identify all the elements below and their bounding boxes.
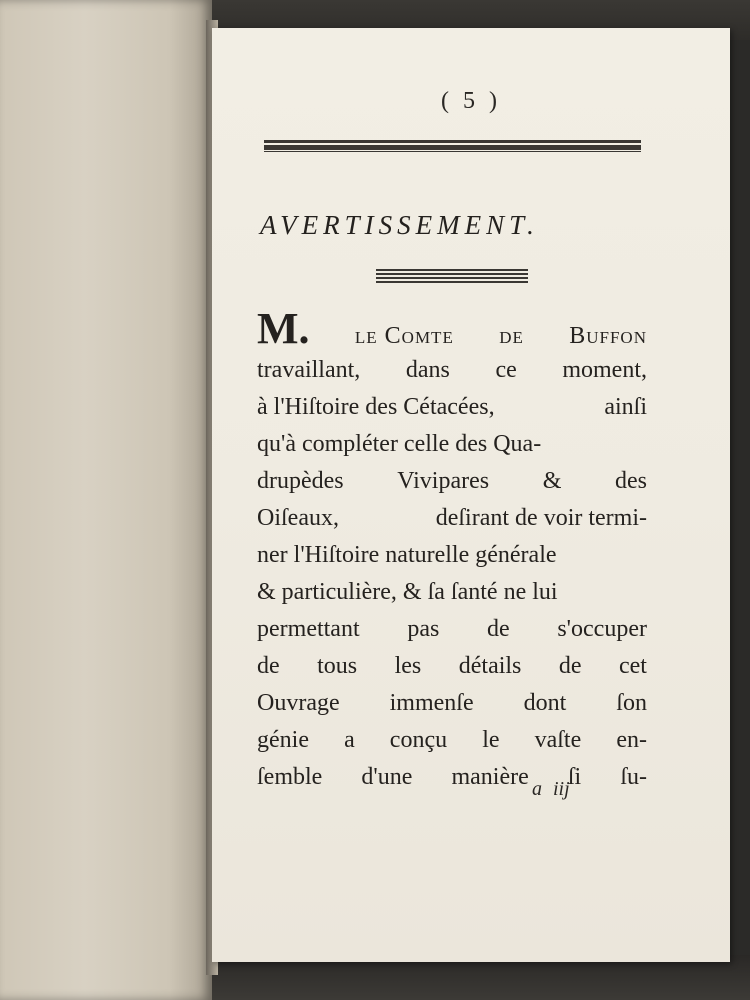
- body-line: génie a conçu le vaſte en-: [257, 727, 647, 753]
- body-line: Ouvrage immenſe dont ſon: [257, 690, 647, 716]
- body-line: à l'Hiſtoire des Cétacées, ainſi: [257, 394, 647, 420]
- body-line: permettant pas de s'occuper: [257, 616, 647, 642]
- signature-mark: a iij: [532, 778, 570, 800]
- body-line: qu'à compléter celle des Qua-: [257, 431, 542, 457]
- left-page-bleed-through: [0, 0, 212, 1000]
- ornament-rule: [376, 269, 528, 283]
- page-heading: AVERTISSEMENT.: [260, 210, 539, 240]
- body-line: drupèdes Vivipares & des: [257, 468, 647, 494]
- body-line: de tous les détails de cet: [257, 653, 647, 679]
- page-number: ( 5 ): [441, 88, 501, 114]
- body-line: & particulière, & ſa ſanté ne lui: [257, 579, 558, 605]
- header-rule: [264, 140, 641, 152]
- drop-cap: M.: [257, 304, 310, 353]
- body-line: M. le Comte de Buffon: [257, 304, 647, 353]
- body-line: ner l'Hiſtoire naturelle générale: [257, 542, 557, 568]
- body-line: ſemble d'une manière ſi ſu-: [257, 764, 647, 790]
- body-line: travaillant, dans ce moment,: [257, 357, 647, 383]
- body-line: Oiſeaux, deſirant de voir termi-: [257, 505, 647, 531]
- body-text: [257, 306, 647, 796]
- right-page: [212, 28, 730, 962]
